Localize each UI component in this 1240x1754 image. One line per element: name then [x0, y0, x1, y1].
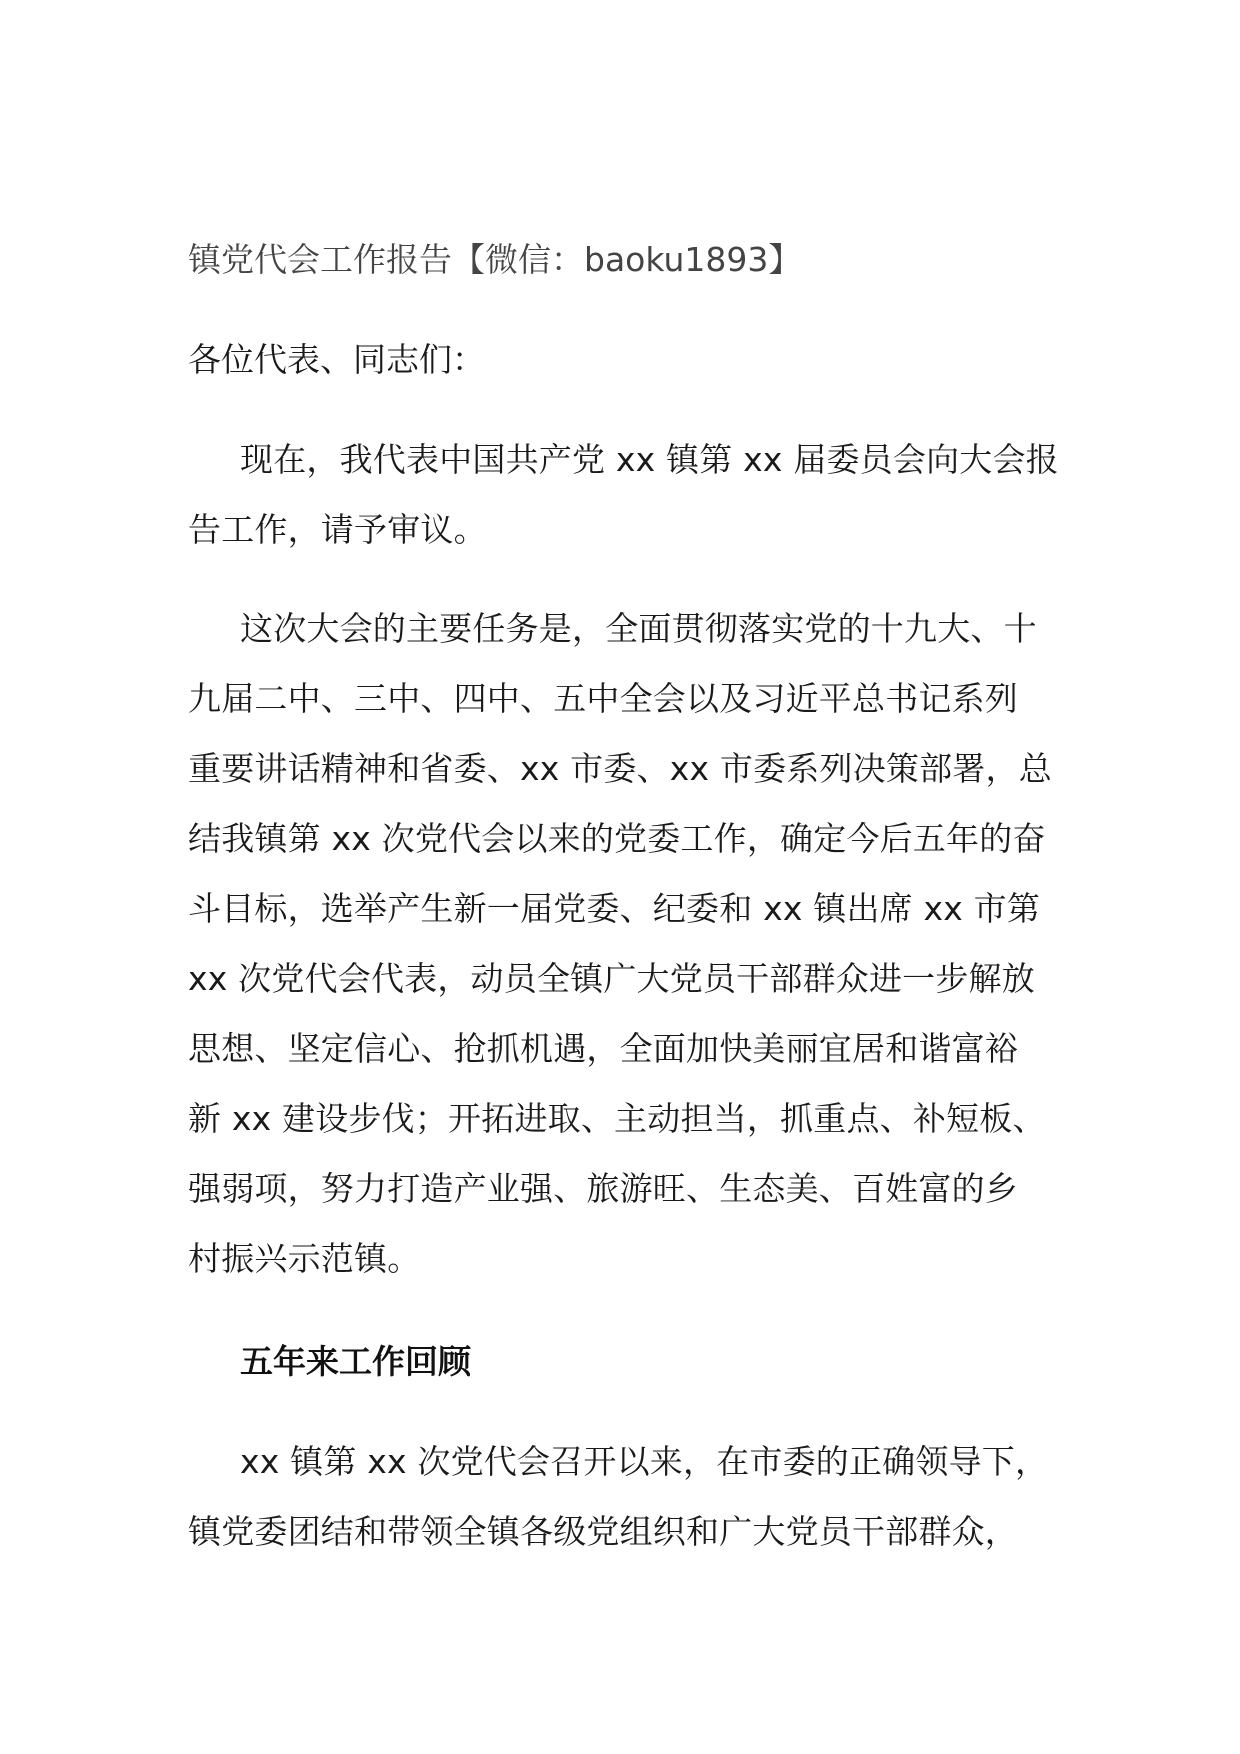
paragraph-line: 现在，我代表中国共产党 xx 镇第 xx 届委员会向大会报: [240, 440, 1059, 479]
paragraph-line: 思想、坚定信心、抢抓机遇，全面加快美丽宜居和谐富裕: [188, 1029, 1018, 1068]
paragraph-line: 这次大会的主要任务是，全面贯彻落实党的十九大、十: [240, 609, 1037, 648]
paragraph-line: 镇党委团结和带领全镇各级党组织和广大党员干部群众，: [188, 1512, 1018, 1551]
body-paragraph: [188, 594, 1056, 1294]
paragraph-line: 新 xx 建设步伐；开拓进取、主动担当，抓重点、补短板、: [188, 1099, 1046, 1138]
salutation: 各位代表、同志们：: [188, 340, 485, 379]
paragraph-line: 告工作，请予审议。: [188, 510, 487, 549]
paragraph-line: 村振兴示范镇。: [188, 1239, 421, 1278]
paragraph-line: 强弱项，努力打造产业强、旅游旺、生态美、百姓富的乡: [188, 1169, 1018, 1208]
paragraph-line: 斗目标，选举产生新一届党委、纪委和 xx 镇出席 xx 市第: [188, 889, 1041, 928]
document-title: 镇党代会工作报告【微信：baoku1893】: [188, 240, 802, 279]
paragraph-line: xx 次党代会代表，动员全镇广大党员干部群众进一步解放: [188, 959, 1035, 998]
section-heading: 五年来工作回顾: [240, 1342, 471, 1381]
body-paragraph: [188, 425, 1059, 565]
section-paragraph: [188, 1427, 1056, 1567]
paragraph-line: 重要讲话精神和省委、xx 市委、xx 市委系列决策部署，总: [188, 749, 1052, 788]
paragraph-line: 九届二中、三中、四中、五中全会以及习近平总书记系列: [188, 679, 1018, 718]
paragraph-line: xx 镇第 xx 次党代会召开以来，在市委的正确领导下，: [240, 1442, 1049, 1481]
paragraph-line: 结我镇第 xx 次党代会以来的党委工作，确定今后五年的奋: [188, 819, 1046, 858]
